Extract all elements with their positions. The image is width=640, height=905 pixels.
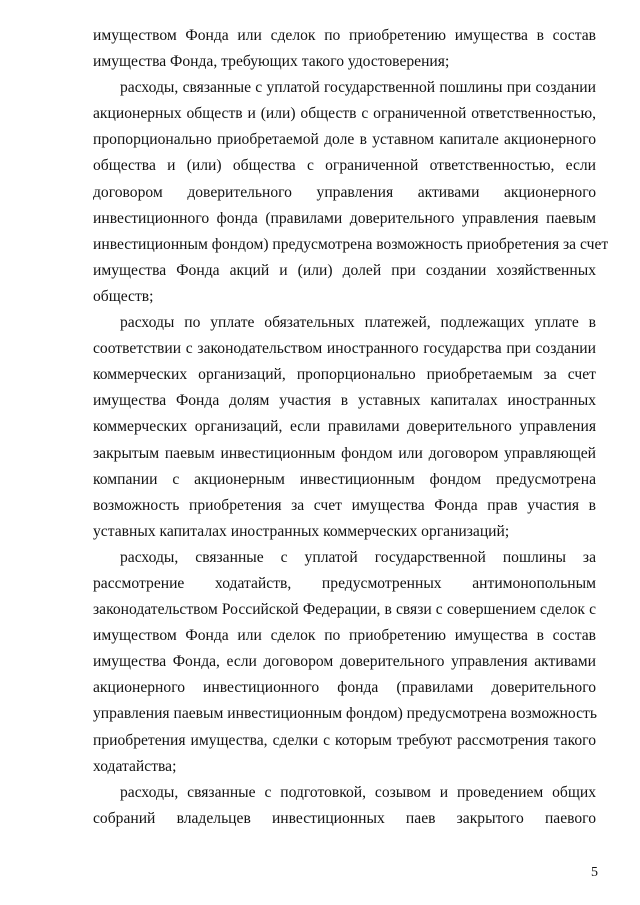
text-line: возможность приобретения за счет имущества Фонда прав участия в — [93, 496, 596, 514]
text-line: общества и (или) общества с ограниченной ответственностью, если — [93, 157, 596, 175]
text-line: рассмотрение ходатайств, предусмотренных антимонопольным — [93, 574, 596, 592]
text-line: управления паевым инвестиционным фондом) предусмотрена возможность — [93, 705, 597, 723]
text-line: закрытым паевым инвестиционным фондом или договором управляющей — [93, 444, 596, 462]
text-line: имущества Фонда, требующих такого удостоверения; — [93, 53, 450, 71]
text-line: коммерческих организаций, пропорционально приобретаемым за счет — [93, 366, 596, 384]
body-text — [93, 23, 609, 832]
text-line: расходы, связанные с уплатой государственной пошлины при создании — [120, 79, 596, 97]
text-line: приобретения имущества, сделки с которым требуют рассмотрения такого — [93, 731, 596, 749]
text-line: акционерных обществ и (или) обществ с ограниченной ответственностью, — [93, 105, 596, 123]
text-line: ходатайства; — [93, 757, 177, 775]
text-line: имущества Фонда, если договором доверительного управления активами — [93, 653, 596, 671]
text-line: собраний владельцев инвестиционных паев закрытого паевого — [93, 809, 596, 827]
page-number: 5 — [591, 865, 598, 880]
text-line: договором доверительного управления активами акционерного — [93, 183, 596, 201]
text-line: соответствии с законодательством иностранного государства при создании — [93, 340, 596, 358]
text-line: уставных капиталах иностранных коммерческих организаций; — [93, 522, 510, 540]
text-line: расходы, связанные с подготовкой, созывом и проведением общих — [120, 783, 596, 801]
text-line: имущества Фонда долям участия в уставных капиталах иностранных — [93, 392, 596, 410]
text-line: имуществом Фонда или сделок по приобретению имущества в состав — [93, 27, 596, 44]
text-line: имуществом Фонда или сделок по приобретению имущества в состав — [93, 627, 596, 645]
text-line: расходы по уплате обязательных платежей, подлежащих уплате в — [120, 314, 596, 332]
text-line: имущества Фонда акций и (или) долей при создании хозяйственных — [93, 261, 596, 279]
text-line: акционерного инвестиционного фонда (правилами доверительного — [93, 679, 596, 697]
text-line: обществ; — [93, 287, 154, 305]
text-line: коммерческих организаций, если правилами доверительного управления — [93, 418, 596, 436]
text-line: инвестиционным фондом) предусмотрена возможность приобретения за счет — [93, 235, 609, 253]
text-line: пропорционально приобретаемой доле в уставном капитале акционерного — [93, 131, 596, 149]
text-line: инвестиционного фонда (правилами доверительного управления паевым — [93, 209, 596, 227]
text-line: законодательством Российской Федерации, в связи с совершением сделок с — [93, 601, 596, 619]
text-line: компании с акционерным инвестиционным фондом предусмотрена — [93, 470, 596, 488]
text-line: расходы, связанные с уплатой государственной пошлины за — [120, 548, 596, 566]
